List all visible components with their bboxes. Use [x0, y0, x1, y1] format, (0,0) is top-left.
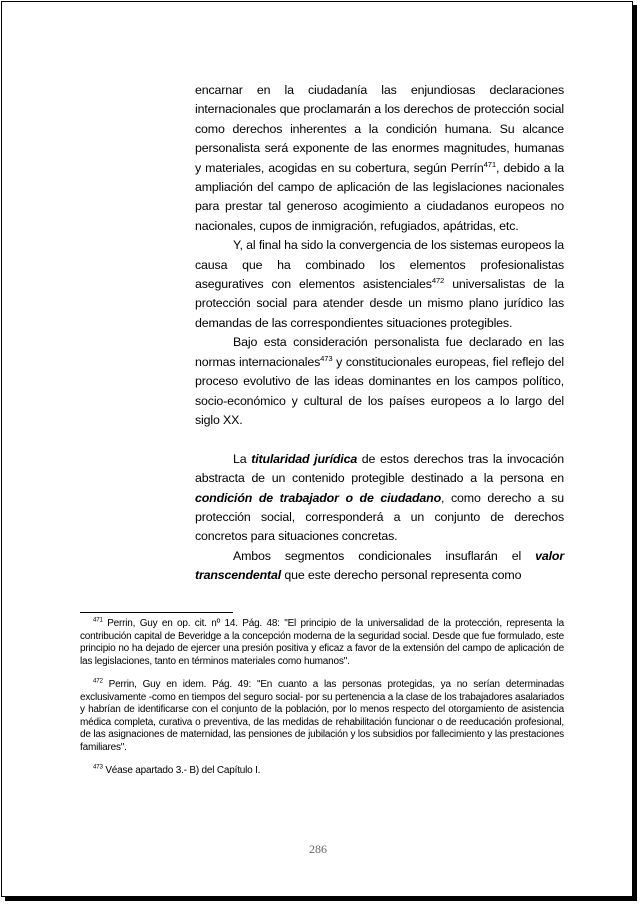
emphasis-text: titularidad jurídica — [251, 451, 358, 466]
paragraph-text: Ambos segmentos condicionales insuflarán el — [233, 548, 536, 563]
emphasis-text: valor transcendental — [195, 548, 564, 583]
paragraph-text: encarnar en la ciudadanía las enjundiosas declaraciones internacionales que proclamarán a los derechos de protección social como derechos inherentes a la condición humana. Su alcance personalista será exponente de las enormes magnitudes, humanas y materiales, acogidas en su cobertura, según Perrín — [195, 83, 564, 175]
footnote-number: 473 — [93, 763, 103, 771]
footnotes — [80, 618, 564, 789]
paragraph-text: La — [233, 451, 252, 466]
paragraph-text: , como derecho a su protección social, corresponderá a un conjunto de derechos concretos para situaciones concretas. — [195, 490, 564, 544]
paragraph — [195, 547, 564, 586]
paragraph — [195, 236, 564, 333]
footnote-number: 472 — [93, 677, 103, 685]
document-page — [1, 1, 633, 897]
footnote-separator — [80, 612, 233, 613]
paragraph-text: y constitucionales europeas, fiel reflejo del proceso evolutivo de las ideas dominantes en los campos político, socio-económico y cultural de los países europeos a lo largo del siglo XX. — [195, 354, 564, 427]
paragraph-text: , debido a la ampliación del campo de aplicación de las legislaciones nacionales para prestar tal generoso acogimiento a ciudadanos europeos no nacionales, cupos de inmigración, refugiados, apátridas, etc. — [195, 160, 564, 233]
paragraph-text: universalistas de la protección social para atender desde un mismo plano jurídico las demandas de las correspondientes situaciones protegibles. — [195, 277, 565, 330]
footnote-ref-472: 472 — [431, 275, 445, 285]
footnote-text: Perrin, Guy en op. cit. nº 14. Pág. 48: "El principio de la universalidad de la protección, representa la contribución capital de Beveridge a la concepción moderna de la seguridad social. Desde que fue formulado, este principio no ha dejado de ejercer una presión positiva y eficaz a favor de la extensión del campo de aplicación de las legislaciones, tanto en términos materiales como humanos". — [80, 618, 564, 667]
footnote-text: Perrin, Guy en idem. Pág. 49: "En cuanto a las personas protegidas, ya no serían determinadas exclusivamente -como en tiempos del seguro social- por su pertenencia a la clase de los trabajadores asalariados y habrían de identificarse con el conjunto de la población, por lo menos respecto del otorgamiento de asistencia médica completa, curativa o preventiva, de las medidas de rehabilitación funcionar o de reeducación profesional, de las asignaciones de maternidad, las pensiones de jubilación y los subsidios por fallecimiento y las prestaciones familiares". — [80, 679, 564, 753]
emphasis-text: condición de trabajador o de ciudadano — [195, 490, 442, 505]
paragraph-text: que este derecho personal representa como — [281, 568, 522, 583]
paragraph — [195, 450, 564, 547]
footnote-number: 471 — [93, 616, 103, 624]
footnote-ref-471: 471 — [483, 159, 496, 169]
paragraph — [195, 333, 564, 430]
paragraph-text: de estos derechos tras la invocación abstracta de un contenido protegible destinado a la persona en — [195, 451, 564, 486]
page-number: 286 — [309, 842, 327, 856]
footnote-text: Véase apartado 3.- B) del Capítulo I. — [105, 765, 261, 776]
footnote-471 — [80, 618, 564, 668]
paragraph-text: Y, al final ha sido la convergencia de los sistemas europeos la causa que ha combinado los elementos profesionalistas aseguratives con elementos asistenciales — [195, 238, 564, 292]
paragraph-text: Bajo esta consideración personalista fue declarado en las normas internacionales — [195, 335, 564, 369]
body-text — [195, 81, 564, 586]
footnote-473 — [80, 765, 564, 778]
footnote-472 — [80, 679, 564, 754]
footnote-ref-473: 473 — [320, 353, 333, 363]
paragraph — [195, 81, 564, 236]
